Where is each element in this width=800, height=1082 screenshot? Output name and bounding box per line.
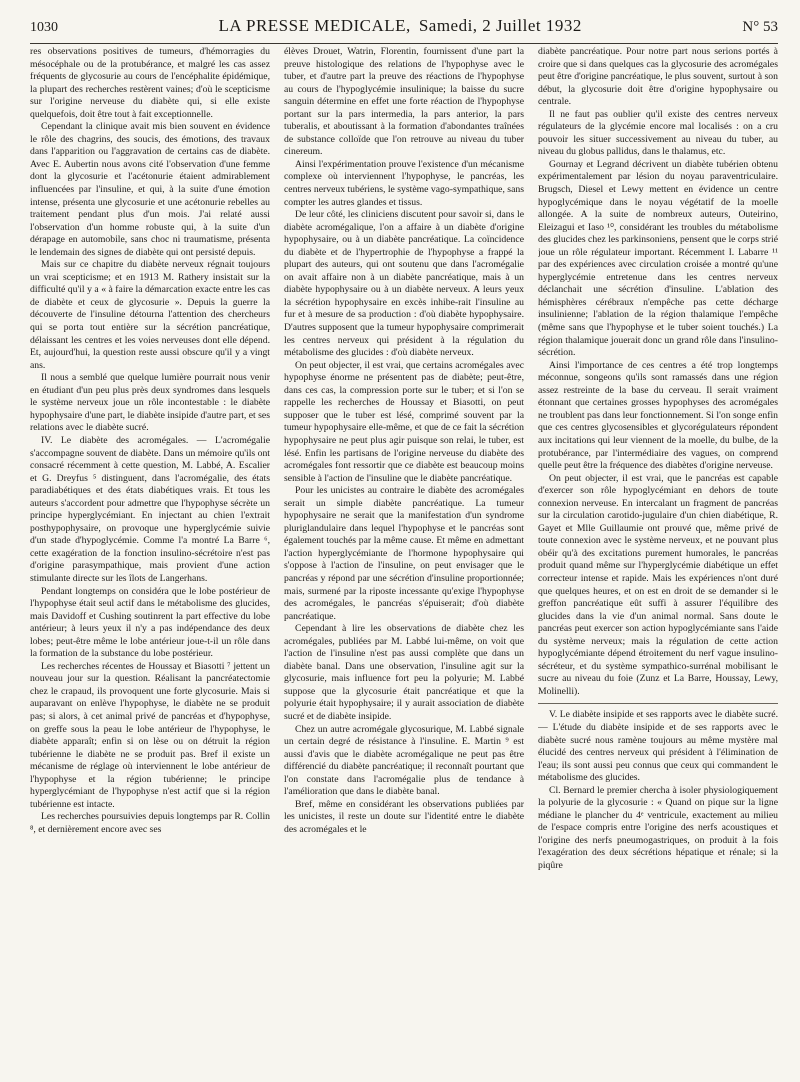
running-title	[219, 16, 582, 36]
paragraph: Gournay et Legrand décrivent un diabète tubérien obtenu expérimentalement par lésion du noyau paraventriculaire. Brugsch, Diesel et Lewy mettent en évidence un centre hypoglycémique dans le noyau végétatif de la moelle allongée. A la suite de nombreux auteurs, Outeirino, Eleizagui et Iaso ¹⁰, considérant les troubles du métabolisme des glucides chez les parkinsoniens, pensent que le corps strié joue un rôle régulateur important. Récemment I. Labarre ¹¹ par des expériences avec circulation croisée a montré qu'une hyperglycémie entretenue dans les centres nerveux déclanchait une sécrétion d'insuline. L'ablation des hémisphères cérébraux n'empêche pas cette décharge insulinienne; l'ablation de la région thalamique l'empêche (même sans que l'hypophyse et le tuber soient touchés.) La région thalamique jouerait donc un grand rôle dans l'insulino-sécrétion.	[538, 158, 778, 359]
paragraph: Ainsi l'importance de ces centres a été trop longtemps méconnue, songeons qu'ils sont ramassés dans une région assez restreinte de la base du cerveau. Il serait vraiment étonnant que certaines grosses hypophyses des acromégales ne troublent pas dans leur fonctionnement. Si l'on songe enfin que ces centres glycosensibles et glycorégulateurs répondent aux incitations qui leur viennent de la moelle, du bulbe, de la protubérance, par l'intermédiaire des vagues, on comprend quelle peut être la fréquence des diabètes d'origine nerveuse.	[538, 359, 778, 472]
section-divider	[538, 703, 778, 704]
section-heading-paragraph: V. Le diabète insipide et ses rapports avec le diabète sucré. — L'étude du diabète insipide et de ses rapports avec le diabète sucré nous ramène toujours au même mystère mal élucidé des centres nerveux qui président à l'élimination de l'eau; ils sont aussi peu connus que ceux qui commandent le métabolisme des glucides.	[538, 709, 778, 784]
page-header	[30, 16, 778, 40]
paragraph: Chez un autre acromégale glycosurique, M. Labbé signale un certain degré de résistance à l'insuline. E. Martin ⁹ est aussi d'avis que le diabète acromégalique ne peut pas être différencié du diabète pancréatique; il reconnaît pourtant que l'on constate dans l'acromégalie plus de tendance à l'amélioration que dans le diabète banal.	[284, 723, 524, 798]
page-number: 1030	[30, 20, 58, 35]
paragraph: Pour les unicistes au contraire le diabète des acromégales serait un simple diabète pancréatique. La tumeur hypophysaire ne serait que la manifestation d'un syndrome pluriglandulaire dans lequel l'hypophyse et le pancréas sont également touchés par la même cause. Et même en admettant l'action hyperglycémiante de l'hormone hypophysaire qui s'oppose à l'action de l'insuline, on peut envisager que le pancréas y répond par une sécrétion d'insuline proportionnée; mais, surmené par la riposte incessante qu'exige l'hypophyse des acromégales, le pancréas s'épuiserait; d'où diabète pancréatique.	[284, 485, 524, 622]
column-right	[538, 46, 778, 1062]
paragraph: Cependant la clinique avait mis bien souvent en évidence le rôle des chagrins, des soucis, des émotions, des travaux dans l'apparition ou l'aggravation de certains cas de diabète. Avec E. Aubertin nous avons cité l'observation d'une femme dont la glycosurie et l'acétonurie étaient admirablement influencées par l'insuline, et qui, à la suite d'une émotion intense, présenta une glycosurie et une acétonurie rebelles au traitement pendant plus d'un mois. J'ai relaté aussi l'observation d'un homme robuste qui, à la suite d'un dérapage en automobile, sans choc ni traumatisme, présenta le lendemain des signes de diabète qui ont persisté depuis.	[30, 121, 270, 258]
paragraph: Pendant longtemps on considéra que le lobe postérieur de l'hypophyse était seul actif dans le métabolisme des glucides, mais Davidoff et Cushing soutinrent la part effective du lobe antérieur; à leurs yeux il n'y a pas indépendance des deux lobes; peut-être même le lobe antérieur joue-t-il un rôle dans la formation de la substance du lobe postérieur.	[30, 585, 270, 660]
paragraph: Bref, même en considérant les observations publiées par les unicistes, il reste un doute sur l'identité entre le diabète des acromégales et le	[284, 798, 524, 835]
paragraph: Il ne faut pas oublier qu'il existe des centres nerveux régulateurs de la glycémie encore mal localisés : on a cru pouvoir les situer successivement au niveau du tuber, au niveau du globus pallidus, dans le thalamus, etc.	[538, 108, 778, 158]
paragraph: Cependant à lire les observations de diabète chez les acromégales, publiées par M. Labbé lui-même, on voit que l'action de l'insuline n'est pas aussi complète que dans un diabète banal. Dans une observation, l'insuline agit sur la glycosurie, mais influence fort peu la polyurie; M. Labbé suppose que la glycosurie était pancréatique et que la polyurie était hypophysaire; il y aurait association de diabète sucré et de diabète insipide.	[284, 623, 524, 722]
header-rule	[30, 43, 778, 44]
paragraph: On peut objecter, il est vrai, que le pancréas est capable d'exercer son rôle hypoglycémiant en dehors de toute connexion nerveuse. En intercalant un fragment de pancréas sur la circulation carotido-jugulaire d'un chien diabétique, R. Gayet et Mlle Guillaumie ont prouvé que, même privé de toute connexion avec le système nerveux, et ne pouvant plus obéir qu'à des excitations purement humorales, le pancréas produit quand même sur l'hyperglycémie diabétique un effet correcteur intense et rapide. Mais les expériences n'ont duré que quelques heures, et on est en droit de se demander si le greffon pancréatique eût suffi à assurer l'équilibre des glucides dans la vie d'un animal normal. Sans doute le pancréas peut exercer son action hypoglycémiante sans l'aide du système nerveux; mais la régulation de cette action hypoglycémiante dépend étroitement du nerf vague insulino-sécréteur, et du système sympathico-surrénal mobilisant le sucre au niveau du foie (Zunz et La Barre, Houssay, Lewy, Molinelli).	[538, 472, 778, 697]
paragraph: On peut objecter, il est vrai, que certains acromégales avec hypophyse énorme ne présentent pas de diabète; peut-être, dans ces cas, la compression porte sur le tuber; et si l'on se rappelle les recherches de Houssay et Biasotti, on peut supposer que le tuber est lésé, comprimé souvent par la tumeur hypophysaire elle-même, et que de ce fait la sécrétion hypophysaire ne peut plus agir puisque son relai, le tuber, est lésé. Enfin les partisans de l'origine nerveuse du diabète des acromégales font ressortir que ce diabète est beaucoup moins sensible à l'action de l'insuline que le diabète pancréatique.	[284, 359, 524, 484]
column-middle	[284, 46, 524, 1062]
paragraph: Les recherches poursuivies depuis longtemps par R. Collin ⁸, et dernièrement encore avec ses	[30, 811, 270, 835]
issue-number: N° 53	[742, 19, 778, 35]
paragraph: De leur côté, les cliniciens discutent pour savoir si, dans le diabète acromégalique, l'on a affaire à un diabète d'origine hypophysaire, ou à un diabète pancréatique. La coïncidence du diabète et de l'hypertrophie de l'hypophyse a frappé la plupart des auteurs, qui ont soutenu que dans l'acromégalie on avait affaire non à un diabète pancréatique, mais à un diabète hypophysaire ou à un diabète nerveux. A leurs yeux la sécrétion hypophysaire en excès inhibe-rait l'insuline au fur et à mesure de sa production : d'où diabète hypophysaire. D'autres supposent que la tumeur hypophysaire comprimerait les centres nerveux qui président à la régulation du métabolisme des glucides : d'où diabète nerveux.	[284, 209, 524, 359]
section-heading-paragraph: IV. Le diabète des acromégales. — L'acromégalie s'accompagne souvent de diabète. Dans un mémoire qu'ils ont consacré récemment à cette question, M. Labbé, A. Escalier et G. Dreyfus ⁵ distinguent, dans l'acromégalie, des états paradiabétiques et des états diabétiques vrais. Et tous les auteurs s'accordent pour admettre que l'hypophyse sécrète un principe hyperglycémiant. En injectant au chien l'extrait posthypophysaire, on provoque une hyperglycémie suivie d'un stade d'hypoglycémie. Comme l'a montré La Barre ⁶, cette exagération de la fonction insulino-sécrétoire n'est pas d'origine parasympathique, mais provient d'une action stimulante directe sur les îlots de Langerhans.	[30, 434, 270, 584]
paragraph: Ainsi l'expérimentation prouve l'existence d'un mécanisme complexe où interviennent l'hypophyse, le pancréas, les centres nerveux tubériens, le système vago-sympathique, sans compter les autres glandes et tissus.	[284, 158, 524, 208]
text-columns	[30, 46, 778, 1062]
paragraph: Cl. Bernard le premier chercha à isoler physiologiquement la polyurie de la glycosurie : « Quand on pique sur la ligne médiane le plancher du 4ᵉ ventricule, exactement au milieu de l'espace compris entre l'origine des nerfs acoustiques et l'origine des nerfs pneumogastriques, on produit à la fois l'exagération des deux sécrétions hépatique et rénale; si la piqûre	[538, 784, 778, 871]
paragraph: Mais sur ce chapitre du diabète nerveux régnait toujours un vrai scepticisme; et en 1913 M. Rathery insistait sur la difficulté qu'il y a « à faire la démarcation exacte entre les cas de diabète et ceux de glycosurie ». Depuis la guerre la découverte de l'insuline détourna l'attention des chercheurs qui se porta tout entière sur la sécrétion pancréatique, délaissant les centres et les voies nerveuses dont elle dépend. Et, aujourd'hui, la question reste aussi obscure qu'il y a vingt ans.	[30, 259, 270, 371]
paragraph: diabète pancréatique. Pour notre part nous serions portés à croire que si dans quelques cas la glycosurie des acromégales peut être d'origine pancréatique, le plus souvent, surtout à son début, la glycosurie doit être d'origine hypophysaire ou centrale.	[538, 46, 778, 108]
journal-name: LA PRESSE MEDICALE,	[218, 16, 411, 35]
paragraph: élèves Drouet, Watrin, Florentin, fournissent d'une part la preuve histologique des relations de l'hypophyse avec le tuber, et d'autre part la preuve des réactions de l'hypophyse au cours de l'hypoglycémie insulinique; la baisse du sucre sanguin détermine en effet une forte réaction de l'hypophyse portant sur la pars intermedia, la pars anterior, la pars tuberalis, et aboutissant à la formation d'abondantes traînées de substance colloïde que l'on retrouve au niveau du tuber cinereum.	[284, 46, 524, 158]
paragraph: Les recherches récentes de Houssay et Biasotti ⁷ jettent un nouveau jour sur la question. Réalisant la pancréatectomie chez le crapaud, ils provoquent une forte glycosurie. Mais si auparavant on enlève l'hypophyse, le diabète ne se produit pas; si alors, à cet animal privé de pancréas et d'hypophyse, on greffe sous la peau le lobe antérieur de l'hypophyse, le diabète apparaît; enfin si on lèse ou on détruit la région tubérienne le diabète ne se produit pas. Bref il existe un mécanisme de réglage où interviennent le lobe antérieur de l'hypophyse et la région tubérienne; le principe hyperglycémiant de l'hypophyse n'est actif que si la région tubérienne est intacte.	[30, 660, 270, 810]
issue-date: Samedi, 2 Juillet 1932	[418, 16, 582, 35]
paragraph: res observations positives de tumeurs, d'hémorragies du mésocéphale ou de la protubérance, et malgré les cas assez fréquents de glycosurie au cours de l'encéphalite épidémique, la plupart des recherches restèrent vaines; d'où le scepticisme sur l'origine nerveuse du diabète qui, si elle existe quelquefois, doit être tout à fait exceptionnelle.	[30, 46, 270, 120]
paragraph: Il nous a semblé que quelque lumière pourrait nous venir en étudiant d'un peu plus près deux syndromes dans lesquels le système nerveux joue un rôle incontestable : le diabète hypophysaire d'une part, le diabète insipide d'autre part, et ses relations avec le diabète sucré.	[30, 372, 270, 434]
column-left	[30, 46, 270, 1062]
